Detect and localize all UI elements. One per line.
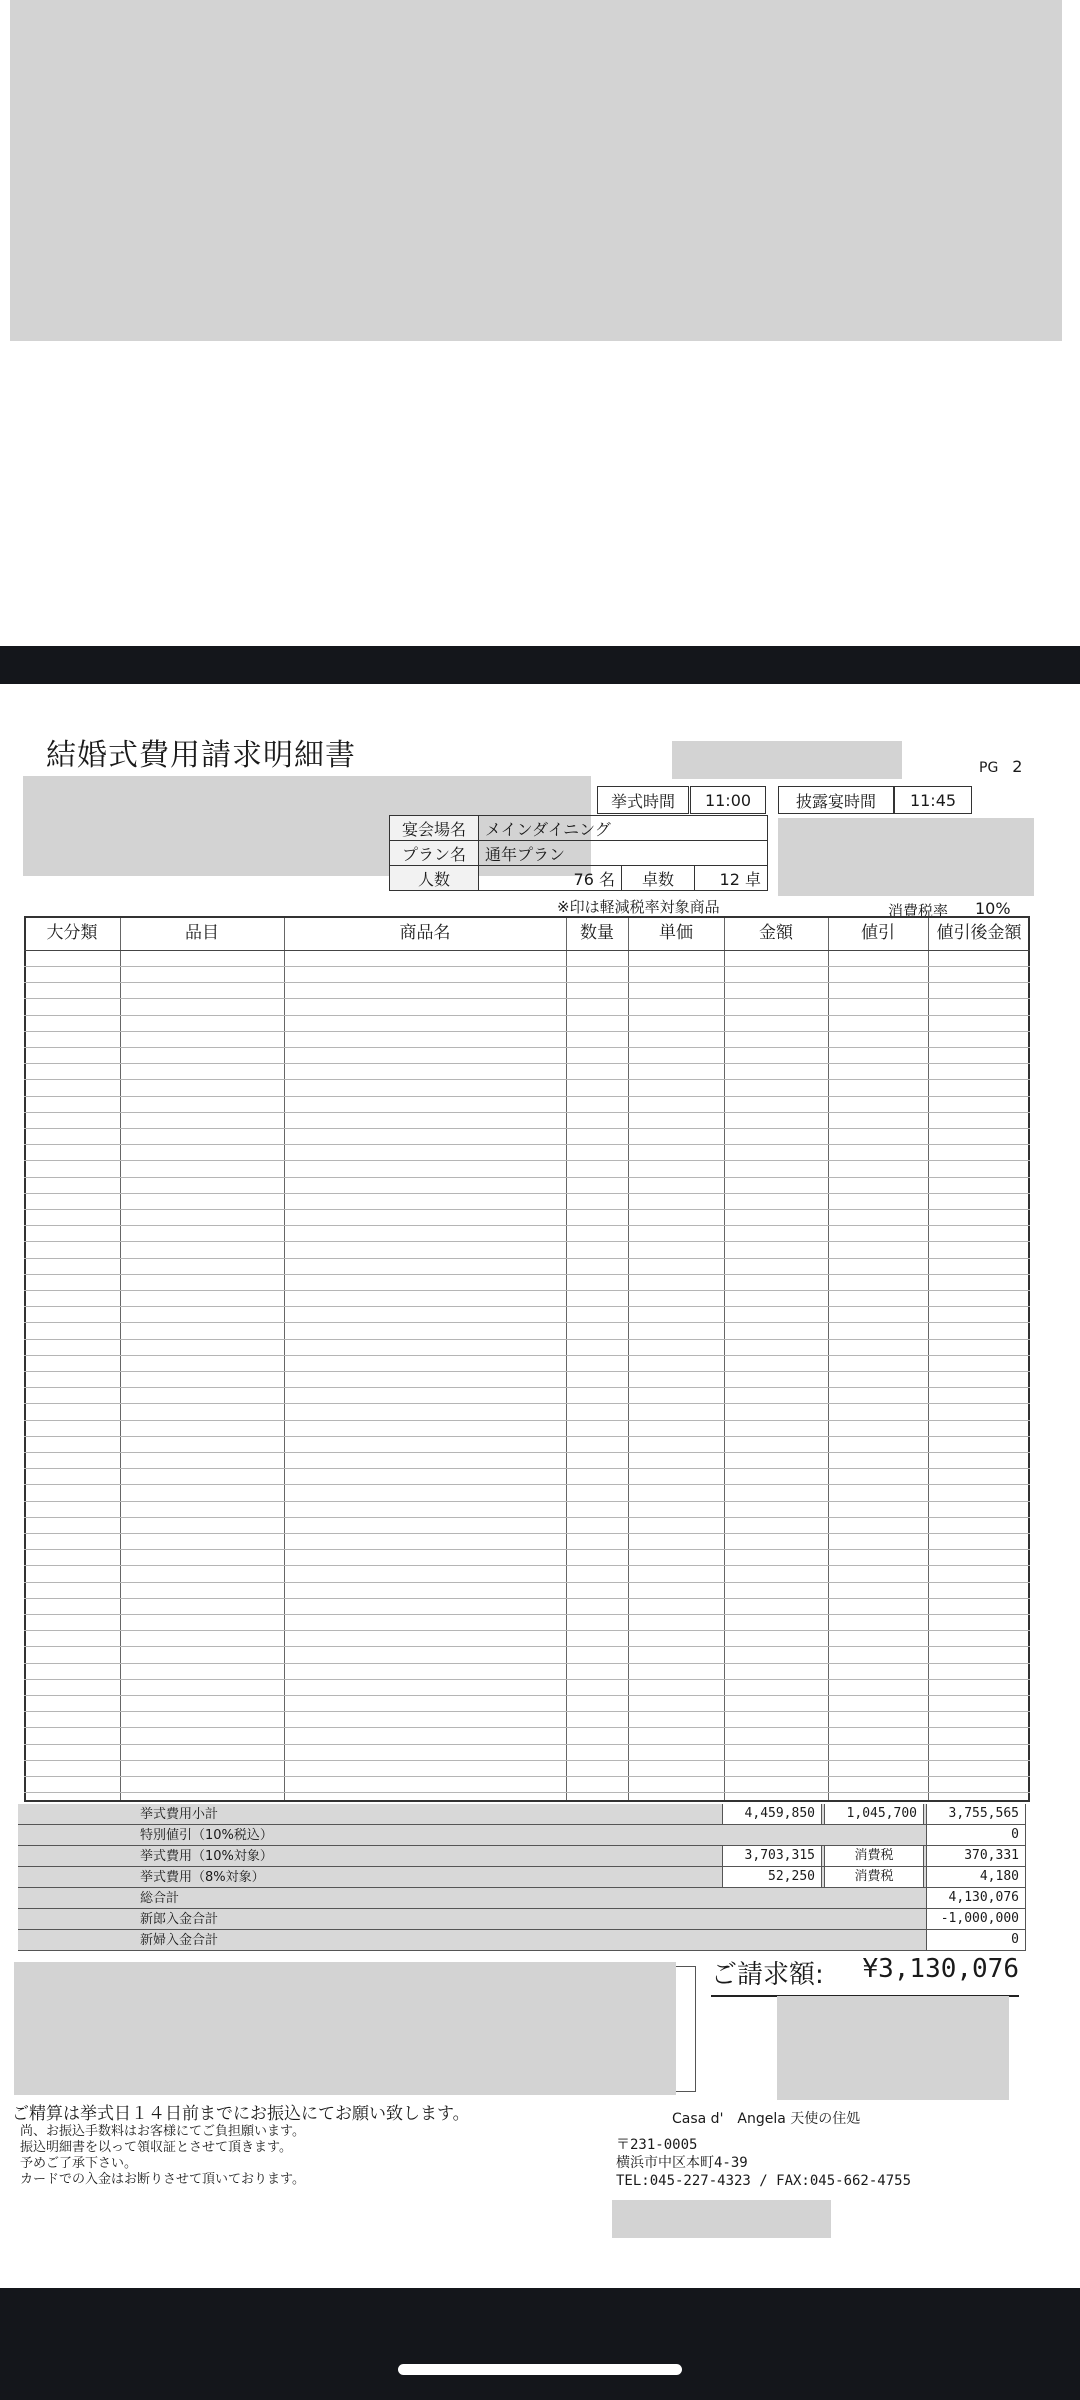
column-divider — [566, 918, 567, 1800]
redacted-block-side — [778, 818, 1034, 896]
reception-time-value: 11:45 — [894, 786, 972, 814]
guests-value: 76 名 — [479, 866, 622, 891]
column-divider — [724, 918, 725, 1800]
column-divider — [628, 918, 629, 1800]
table-row-line — [24, 1031, 1030, 1032]
table-row-line — [24, 1744, 1030, 1745]
table-row-line — [24, 1582, 1030, 1583]
column-header-2: 品目 — [185, 923, 219, 943]
subtotal-discount: 1,045,700 — [824, 1804, 924, 1824]
redacted-block-stamp — [777, 1996, 1009, 2100]
billing-amount — [711, 1954, 1019, 1997]
table-row-line — [24, 1387, 1030, 1388]
column-header-5: 単価 — [659, 923, 693, 943]
note-line-4: カードでの入金はお断りさせて頂いております。 — [20, 2172, 305, 2187]
billing-value: ¥3,130,076 — [862, 1954, 1019, 1984]
tables-value: 12 卓 — [695, 866, 768, 891]
subtotal-amount: 4,459,850 — [722, 1804, 822, 1824]
table-row-line — [24, 1079, 1030, 1080]
table-row-line — [24, 1792, 1030, 1793]
table-row-line — [24, 1420, 1030, 1421]
company-phone: TEL:045-227-4323 / FAX:045-662-4755 — [616, 2173, 912, 2189]
table-row-line — [24, 1565, 1030, 1566]
groom-deposit-value: -1,000,000 — [926, 1909, 1026, 1929]
table-row-line — [24, 1727, 1030, 1728]
table-row-line — [24, 982, 1030, 983]
bride-deposit-value: 0 — [926, 1930, 1026, 1950]
column-divider — [828, 918, 829, 1800]
groom-deposit-label: 新郎入金合計 — [140, 1912, 219, 1927]
home-indicator[interactable] — [398, 2364, 682, 2375]
special-discount-label: 特別値引（10%税込） — [140, 1828, 273, 1843]
billing-label: ご請求額: — [711, 1960, 824, 1990]
table-row-line — [24, 1306, 1030, 1307]
ceremony-time-label: 挙式時間 — [597, 786, 689, 814]
table-row-line — [24, 1517, 1030, 1518]
payment-notes — [12, 2099, 470, 2188]
column-header-7: 値引 — [861, 923, 895, 943]
header-separator — [24, 950, 1030, 951]
summary-row-groom-deposit — [18, 1909, 1026, 1930]
table-row-line — [24, 1630, 1030, 1631]
redacted-block-bottom — [612, 2200, 831, 2238]
table-row-line — [24, 1452, 1030, 1453]
fee8-label: 挙式費用（8%対象） — [140, 1870, 265, 1885]
table-row-line — [24, 1241, 1030, 1242]
table-row-line — [24, 1468, 1030, 1469]
column-divider — [284, 918, 285, 1800]
guests-label: 人数 — [390, 866, 479, 891]
table-row-line — [24, 1695, 1030, 1696]
redacted-block-header-right — [672, 741, 902, 779]
table-row-line — [24, 1063, 1030, 1064]
table-row-line — [24, 1533, 1030, 1534]
table-row-line — [24, 1549, 1030, 1550]
summary-row-fee10 — [18, 1846, 1026, 1867]
column-header-1: 大分類 — [46, 923, 98, 943]
fee8-tax: 4,180 — [926, 1867, 1026, 1887]
page-separator-band — [0, 646, 1080, 684]
total-value: 4,130,076 — [926, 1888, 1026, 1908]
table-row-line — [24, 1339, 1030, 1340]
venue-label: 宴会場名 — [390, 816, 479, 841]
table-row-line — [24, 1144, 1030, 1145]
ceremony-time-value: 11:00 — [690, 786, 766, 814]
subtotal-after: 3,755,565 — [926, 1804, 1026, 1824]
table-row-line — [24, 1209, 1030, 1210]
table-row-line — [24, 1015, 1030, 1016]
company-name: Casa d' Angela 天使の住処 — [672, 2111, 861, 2127]
plan-row — [390, 841, 768, 866]
note-line-1: 尚、お振込手数料はお客様にてご負担願います。 — [20, 2124, 305, 2139]
column-divider — [120, 918, 121, 1800]
table-row-line — [24, 1711, 1030, 1712]
fee8-tax-label: 消費税 — [824, 1867, 924, 1887]
summary-row-special-discount — [18, 1825, 1026, 1846]
bride-deposit-label: 新婦入金合計 — [140, 1933, 219, 1948]
table-row-line — [24, 1776, 1030, 1777]
tables-label: 卓数 — [622, 866, 695, 891]
fee10-label: 挙式費用（10%対象） — [140, 1849, 273, 1864]
page-number — [979, 757, 1022, 776]
table-row-line — [24, 1128, 1030, 1129]
table-row-line — [24, 1290, 1030, 1291]
fee10-amount: 3,703,315 — [722, 1846, 822, 1866]
table-row-line — [24, 1112, 1030, 1113]
table-row-line — [24, 1679, 1030, 1680]
total-label: 総合計 — [140, 1891, 180, 1906]
table-row-line — [24, 1177, 1030, 1178]
note-line-3: 予めご了承下さい。 — [20, 2156, 138, 2171]
table-row-line — [24, 1760, 1030, 1761]
column-header-8: 値引後金額 — [936, 923, 1022, 943]
column-header-3: 商品名 — [399, 923, 451, 943]
redacted-block-bank — [14, 1962, 676, 2095]
table-row-line — [24, 1484, 1030, 1485]
summary-row-total — [18, 1888, 1026, 1909]
column-header-4: 数量 — [580, 923, 614, 943]
summary-row-subtotal — [18, 1804, 1026, 1825]
note-line-2: 振込明細書を以って領収証とさせて頂きます。 — [20, 2140, 292, 2155]
table-row-line — [24, 1403, 1030, 1404]
fee10-tax: 370,331 — [926, 1846, 1026, 1866]
subtotal-label: 挙式費用小計 — [140, 1807, 219, 1822]
table-row-line — [24, 1047, 1030, 1048]
tax-rate-label: 消費税率 — [888, 902, 949, 920]
guests-row — [390, 866, 768, 891]
company-street: 横浜市中区本町4-39 — [616, 2155, 748, 2171]
table-row-line — [24, 1096, 1030, 1097]
table-row-line — [24, 1436, 1030, 1437]
tax-rate-value: 10% — [975, 899, 1011, 918]
table-row-line — [24, 1371, 1030, 1372]
table-row-line — [24, 1160, 1030, 1161]
table-row-line — [24, 1322, 1030, 1323]
table-row-line — [24, 1193, 1030, 1194]
table-row-line — [24, 1274, 1030, 1275]
document-title: 結婚式費用請求明細書 — [46, 738, 356, 773]
page-label: PG — [979, 760, 999, 776]
page-value: 2 — [1012, 757, 1023, 776]
fee10-tax-label: 消費税 — [824, 1846, 924, 1866]
plan-label: プラン名 — [390, 841, 479, 866]
table-row-line — [24, 1598, 1030, 1599]
column-header-6: 金額 — [759, 923, 793, 943]
table-row-line — [24, 1663, 1030, 1664]
bottom-navigation-band — [0, 2288, 1080, 2400]
fee8-amount: 52,250 — [722, 1867, 822, 1887]
summary-row-bride-deposit — [18, 1930, 1026, 1951]
reception-time-label: 披露宴時間 — [778, 786, 894, 814]
table-row-line — [24, 998, 1030, 999]
company-address — [616, 2110, 911, 2190]
table-row-line — [24, 1501, 1030, 1502]
company-postal: 〒231-0005 — [616, 2137, 698, 2153]
itemized-table-frame — [24, 916, 1030, 1802]
payment-deadline-note: ご精算は挙式日１４日前までにお振込にてお願い致します。 — [12, 2104, 470, 2124]
table-row-line — [24, 1355, 1030, 1356]
redacted-block-top — [10, 0, 1062, 341]
reduced-tax-note: ※印は軽減税率対象商品 — [557, 898, 720, 916]
venue-row — [390, 816, 768, 841]
table-row-line — [24, 1614, 1030, 1615]
column-divider — [928, 918, 929, 1800]
summary-row-fee8 — [18, 1867, 1026, 1888]
special-discount-value: 0 — [926, 1825, 1026, 1845]
table-row-line — [24, 1646, 1030, 1647]
event-info-table — [389, 815, 768, 891]
table-row-line — [24, 1225, 1030, 1226]
venue-value: メインダイニング — [479, 816, 768, 841]
table-row-line — [24, 1258, 1030, 1259]
table-row-line — [24, 966, 1030, 967]
plan-value: 通年プラン — [479, 841, 768, 866]
